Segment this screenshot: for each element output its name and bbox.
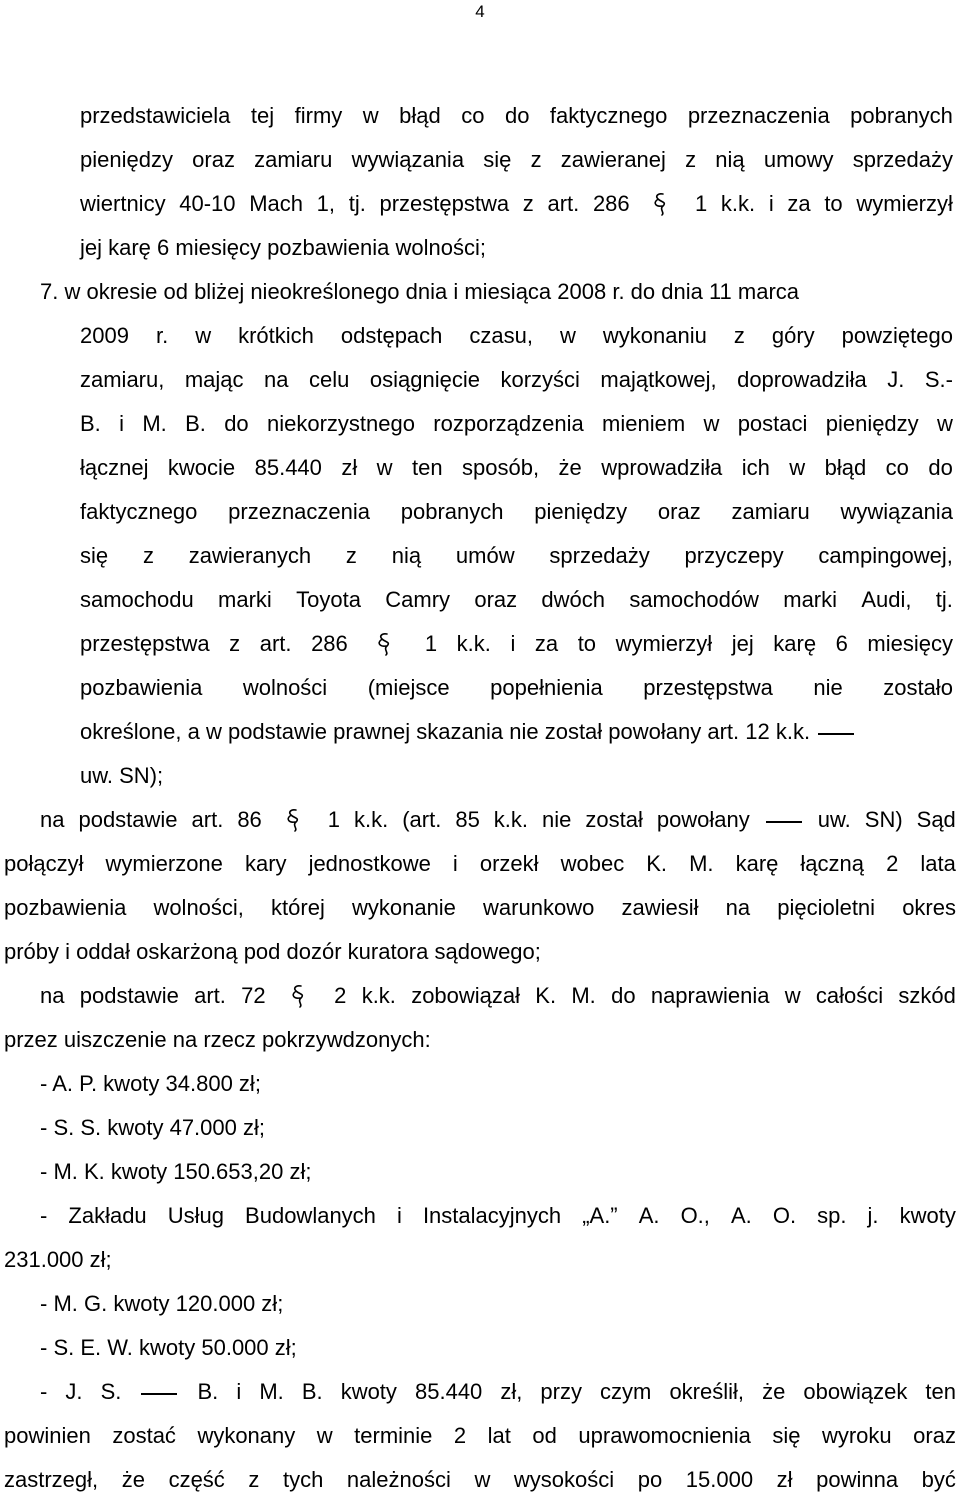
word: Mach	[249, 191, 303, 216]
text-line	[80, 675, 953, 701]
text-line	[40, 1379, 956, 1405]
text-line	[80, 587, 953, 613]
word: pieniędzy	[825, 411, 919, 436]
word: oraz	[913, 1423, 956, 1448]
word: pobranych	[850, 103, 953, 128]
line-text: 7. w okresie od bliżej nieokreślonego dnia i miesiąca 2008 r. do dnia 11 marca	[40, 279, 800, 304]
word: Toyota	[296, 587, 361, 612]
word: pieniędzy	[80, 147, 173, 172]
text-line	[40, 1203, 956, 1229]
word: oraz	[657, 499, 701, 524]
word: łącznej	[80, 455, 149, 480]
word: wywiązania	[351, 147, 465, 172]
text-line	[4, 895, 956, 921]
word: błąd	[399, 103, 441, 128]
word: w	[376, 455, 393, 480]
word: 1	[695, 191, 708, 216]
word: umów	[455, 543, 515, 568]
word: przy	[540, 1379, 582, 1404]
text-line	[40, 1159, 311, 1185]
word: pozbawienia	[80, 675, 203, 700]
word: 286	[592, 191, 630, 216]
word: lata	[920, 851, 956, 876]
word: sprzedaży	[549, 543, 650, 568]
word: oraz	[474, 587, 518, 612]
word: wymierzone	[105, 851, 223, 876]
line-text: próby i oddał oskarżoną pod dozór kuratora sądowego;	[4, 939, 541, 964]
word: zawiesił	[621, 895, 699, 920]
text-line	[4, 1467, 956, 1493]
word: uprawomocnienia	[578, 1423, 751, 1448]
word: nie	[542, 807, 572, 832]
word: jej	[731, 631, 754, 656]
word: określił,	[669, 1379, 745, 1404]
word: art.	[191, 807, 224, 832]
word: firmy	[294, 103, 343, 128]
line-text: uw. SN);	[80, 763, 164, 788]
text-line	[80, 631, 953, 657]
word: O.	[772, 1203, 797, 1228]
text-line	[40, 279, 799, 305]
dash-icon	[816, 719, 856, 745]
word: faktycznego	[80, 499, 198, 524]
word: i	[119, 411, 124, 436]
word: na	[40, 983, 65, 1008]
section-sign-icon	[281, 983, 319, 1009]
word: postaci	[737, 411, 808, 436]
word: orzekł	[479, 851, 539, 876]
word: O.,	[680, 1203, 710, 1228]
word: popełnienia	[490, 675, 603, 700]
word: Usług	[167, 1203, 224, 1228]
word: co	[885, 455, 909, 480]
word: powołany	[656, 807, 750, 832]
section-sign-icon	[367, 631, 405, 657]
word: wobec	[560, 851, 625, 876]
word: B.	[80, 411, 101, 436]
word: niekorzystnego	[266, 411, 415, 436]
word: w	[316, 1423, 333, 1448]
line-text: - M. K. kwoty 150.653,20 zł;	[40, 1159, 312, 1184]
word: przestępstwa	[80, 631, 210, 656]
word: sp.	[817, 1203, 847, 1228]
word: w	[474, 1467, 491, 1492]
word: k.k.	[361, 983, 396, 1008]
word: naprawienia	[650, 983, 770, 1008]
line-text: jej karę 6 miesięcy pozbawienia wolności;	[80, 235, 486, 260]
line-text: - S. E. W. kwoty 50.000 zł;	[40, 1335, 297, 1360]
word: marki	[218, 587, 272, 612]
word: tj.	[348, 191, 366, 216]
word: ten	[412, 455, 443, 480]
word: ich	[741, 455, 770, 480]
word: przedstawiciela	[80, 103, 231, 128]
word: do	[928, 455, 953, 480]
word: majątkowej,	[600, 367, 717, 392]
word: r.	[155, 323, 169, 348]
word: Budowlanych	[245, 1203, 376, 1228]
line-text: przez uiszczenie na rzecz pokrzywdzonych:	[4, 1027, 431, 1052]
word: wolności,	[153, 895, 244, 920]
word: na	[264, 367, 289, 392]
text-line	[40, 807, 956, 833]
word: zawieranej	[560, 147, 666, 172]
text-line	[80, 323, 953, 349]
line-text: określone, a w podstawie prawnej skazania nie został powołany art. 12 k.k.	[80, 719, 817, 744]
word: korzyści	[500, 367, 580, 392]
word: w	[789, 455, 806, 480]
text-line	[80, 191, 953, 217]
word: samochodów	[629, 587, 759, 612]
word: karę	[735, 851, 779, 876]
word: K.	[646, 851, 668, 876]
word: wykonany	[197, 1423, 296, 1448]
word: pięcioletni	[777, 895, 876, 920]
word: się	[483, 147, 512, 172]
word: z	[345, 543, 357, 568]
word: M.	[689, 851, 714, 876]
word: 1,	[316, 191, 336, 216]
text-line	[4, 851, 956, 877]
word: miesięcy	[867, 631, 953, 656]
word: że	[121, 1467, 145, 1492]
word: nią	[391, 543, 422, 568]
word: należności	[346, 1467, 451, 1492]
word: wysokości	[513, 1467, 615, 1492]
text-line	[4, 1027, 431, 1053]
word: M.	[142, 411, 167, 436]
word: i	[768, 191, 774, 216]
word: mając	[184, 367, 244, 392]
word: w	[362, 103, 379, 128]
word: art.	[194, 983, 226, 1008]
word: do	[611, 983, 636, 1008]
word: Sąd	[916, 807, 956, 832]
word: art.	[547, 191, 580, 216]
word: zamiaru	[254, 147, 333, 172]
word: całości	[815, 983, 884, 1008]
line-text: - S. S. kwoty 47.000 zł;	[40, 1115, 265, 1140]
word: osiągnięcie	[369, 367, 480, 392]
word: kwoty	[899, 1203, 956, 1228]
word: zamiaru	[731, 499, 810, 524]
word: w	[936, 411, 953, 436]
word: zł,	[500, 1379, 523, 1404]
word: 2009	[80, 323, 129, 348]
word: przeznaczenia	[228, 499, 371, 524]
word: M.	[259, 1379, 284, 1404]
text-line	[80, 719, 856, 745]
text-line	[40, 1071, 261, 1097]
text-line	[80, 367, 953, 393]
word: jednostkowe	[308, 851, 431, 876]
line-text: - M. G. kwoty 120.000 zł;	[40, 1291, 284, 1316]
word: błąd	[824, 455, 867, 480]
text-line	[80, 455, 953, 481]
word: nią	[715, 147, 745, 172]
word: „A.”	[582, 1203, 618, 1228]
word: (miejsce	[367, 675, 450, 700]
text-line	[80, 147, 953, 173]
word: J.	[65, 1379, 83, 1404]
word: 85.440	[415, 1379, 483, 1404]
word: odstępach	[340, 323, 443, 348]
word: od	[532, 1423, 557, 1448]
word: zawieranych	[188, 543, 312, 568]
word: terminie	[354, 1423, 433, 1448]
word: zostać	[112, 1423, 176, 1448]
word: połączył	[4, 851, 84, 876]
word: powinna	[816, 1467, 899, 1492]
word: się	[772, 1423, 801, 1448]
word: podstawie	[78, 807, 178, 832]
word: powziętego	[841, 323, 953, 348]
word: wywiązania	[840, 499, 953, 524]
text-line	[80, 763, 163, 789]
word: i	[452, 851, 458, 876]
word: art.	[259, 631, 292, 656]
word: Instalacyjnych	[422, 1203, 562, 1228]
word: J.	[887, 367, 905, 392]
word: w	[195, 323, 212, 348]
word: przyczepy	[684, 543, 784, 568]
word: pobranych	[400, 499, 504, 524]
word: Zakładu	[68, 1203, 147, 1228]
word: celu	[309, 367, 350, 392]
word: okres	[902, 895, 956, 920]
word: z	[685, 147, 697, 172]
word: -	[40, 1379, 48, 1404]
word: B.	[301, 1379, 323, 1404]
word: w	[784, 983, 801, 1008]
word: z	[229, 631, 241, 656]
word: nie	[813, 675, 843, 700]
word: A.	[638, 1203, 660, 1228]
word: k.k.	[354, 807, 389, 832]
word: kary	[244, 851, 287, 876]
word: 40-10	[179, 191, 236, 216]
word: wymierzył	[615, 631, 713, 656]
word: 2	[453, 1423, 467, 1448]
word: w	[703, 411, 720, 436]
word: część	[168, 1467, 225, 1492]
word: k.k.	[493, 807, 529, 832]
word: z	[522, 191, 534, 216]
word: góry	[771, 323, 815, 348]
word: zł	[776, 1467, 793, 1492]
word: SN)	[864, 807, 903, 832]
text-line	[4, 939, 541, 965]
word: przestępstwa	[643, 675, 773, 700]
word: to	[577, 631, 597, 656]
text-line	[80, 543, 953, 569]
word: K.	[535, 983, 557, 1008]
word: w	[560, 323, 576, 348]
word: wykonanie	[351, 895, 456, 920]
word: zamiaru,	[80, 367, 165, 392]
word: z	[142, 543, 154, 568]
word: i	[236, 1379, 242, 1404]
word: k.k.	[456, 631, 491, 656]
word: S.-	[924, 367, 953, 392]
word: campingowej,	[818, 543, 953, 568]
word: (art.	[402, 807, 442, 832]
text-line	[40, 1291, 283, 1317]
word: zł	[341, 455, 358, 480]
text-line	[40, 1335, 297, 1361]
word: do	[224, 411, 249, 436]
text-line	[4, 1247, 112, 1273]
word: wprowadziła	[601, 455, 723, 480]
text-line	[80, 499, 953, 525]
word: sposób,	[462, 455, 540, 480]
text-line	[80, 103, 953, 129]
text-line	[4, 1423, 956, 1449]
word: Audi,	[861, 587, 912, 612]
word: za	[534, 631, 559, 656]
word: być	[921, 1467, 956, 1492]
word: dwóch	[541, 587, 606, 612]
word: karę	[773, 631, 817, 656]
word: wymierzył	[856, 191, 953, 216]
word: został	[585, 807, 643, 832]
word: lat	[487, 1423, 511, 1448]
text-line	[80, 411, 953, 437]
word: oraz	[192, 147, 235, 172]
word: Camry	[385, 587, 451, 612]
word: warunkowo	[483, 895, 595, 920]
word: kwocie	[167, 455, 236, 480]
word: czasu,	[469, 323, 533, 348]
word: B.	[185, 411, 206, 436]
word: na	[725, 895, 751, 920]
word: się	[80, 543, 109, 568]
dash-icon	[764, 807, 804, 833]
word: j.	[867, 1203, 879, 1228]
word: której	[271, 895, 325, 920]
word: faktycznego	[549, 103, 668, 128]
section-sign-icon	[643, 191, 681, 217]
word: uw.	[817, 807, 851, 832]
word: do	[504, 103, 530, 128]
word: M.	[571, 983, 596, 1008]
word: i	[396, 1203, 402, 1228]
word: obowiązek	[803, 1379, 908, 1404]
word: A.	[730, 1203, 752, 1228]
word: ten	[925, 1379, 956, 1404]
word: szkód	[898, 983, 956, 1008]
word: marki	[783, 587, 838, 612]
word: samochodu	[80, 587, 194, 612]
word: 1	[327, 807, 341, 832]
word: umowy	[763, 147, 834, 172]
word: zostało	[883, 675, 953, 700]
text-line	[40, 983, 956, 1009]
word: zastrzegł,	[4, 1467, 99, 1492]
word: rozporządzenia	[433, 411, 584, 436]
word: k.k.	[720, 191, 756, 216]
word: tj.	[935, 587, 953, 612]
word: 6	[835, 631, 848, 656]
word: sprzedaży	[852, 147, 953, 172]
word: z	[248, 1467, 260, 1492]
word: tych	[282, 1467, 324, 1492]
line-text: 231.000 zł;	[4, 1247, 112, 1272]
word: 286	[311, 631, 348, 656]
word: doprowadziła	[737, 367, 867, 392]
word: 85	[455, 807, 480, 832]
word: że	[762, 1379, 786, 1404]
word: 72	[241, 983, 266, 1008]
word: powinien	[4, 1423, 91, 1448]
page-number: 4	[475, 2, 485, 21]
section-sign-icon	[276, 807, 314, 833]
word: z	[733, 323, 745, 348]
word: wiertnicy	[80, 191, 166, 216]
word: po	[637, 1467, 663, 1492]
word: przestępstwa	[379, 191, 510, 216]
word: łączną	[800, 851, 865, 876]
word: 2	[334, 983, 347, 1008]
word: pozbawienia	[4, 895, 127, 920]
word: z	[530, 147, 542, 172]
word: 85.440	[254, 455, 322, 480]
word: to	[824, 191, 843, 216]
word: -	[40, 1203, 48, 1228]
word: pieniędzy	[534, 499, 628, 524]
dash-icon	[139, 1379, 179, 1405]
word: mieniem	[602, 411, 686, 436]
word: S.	[100, 1379, 122, 1404]
word: 86	[237, 807, 262, 832]
word: 15.000	[685, 1467, 754, 1492]
word: za	[787, 191, 811, 216]
text-line	[80, 235, 486, 261]
word: na	[40, 807, 65, 832]
word: krótkich	[238, 323, 314, 348]
word: wyroku	[821, 1423, 892, 1448]
word: B.	[197, 1379, 219, 1404]
word: że	[558, 455, 582, 480]
word: zobowiązał	[411, 983, 521, 1008]
word: i	[510, 631, 516, 656]
word: wolności	[242, 675, 328, 700]
word: kwoty	[340, 1379, 397, 1404]
word: przeznaczenia	[687, 103, 830, 128]
word: 1	[424, 631, 438, 656]
text-line	[40, 1115, 265, 1141]
word: co	[461, 103, 485, 128]
word: wykonaniu	[602, 323, 707, 348]
word: czym	[600, 1379, 652, 1404]
word: 2	[886, 851, 899, 876]
word: podstawie	[79, 983, 179, 1008]
line-text: - A. P. kwoty 34.800 zł;	[40, 1071, 261, 1096]
word: tej	[250, 103, 275, 128]
